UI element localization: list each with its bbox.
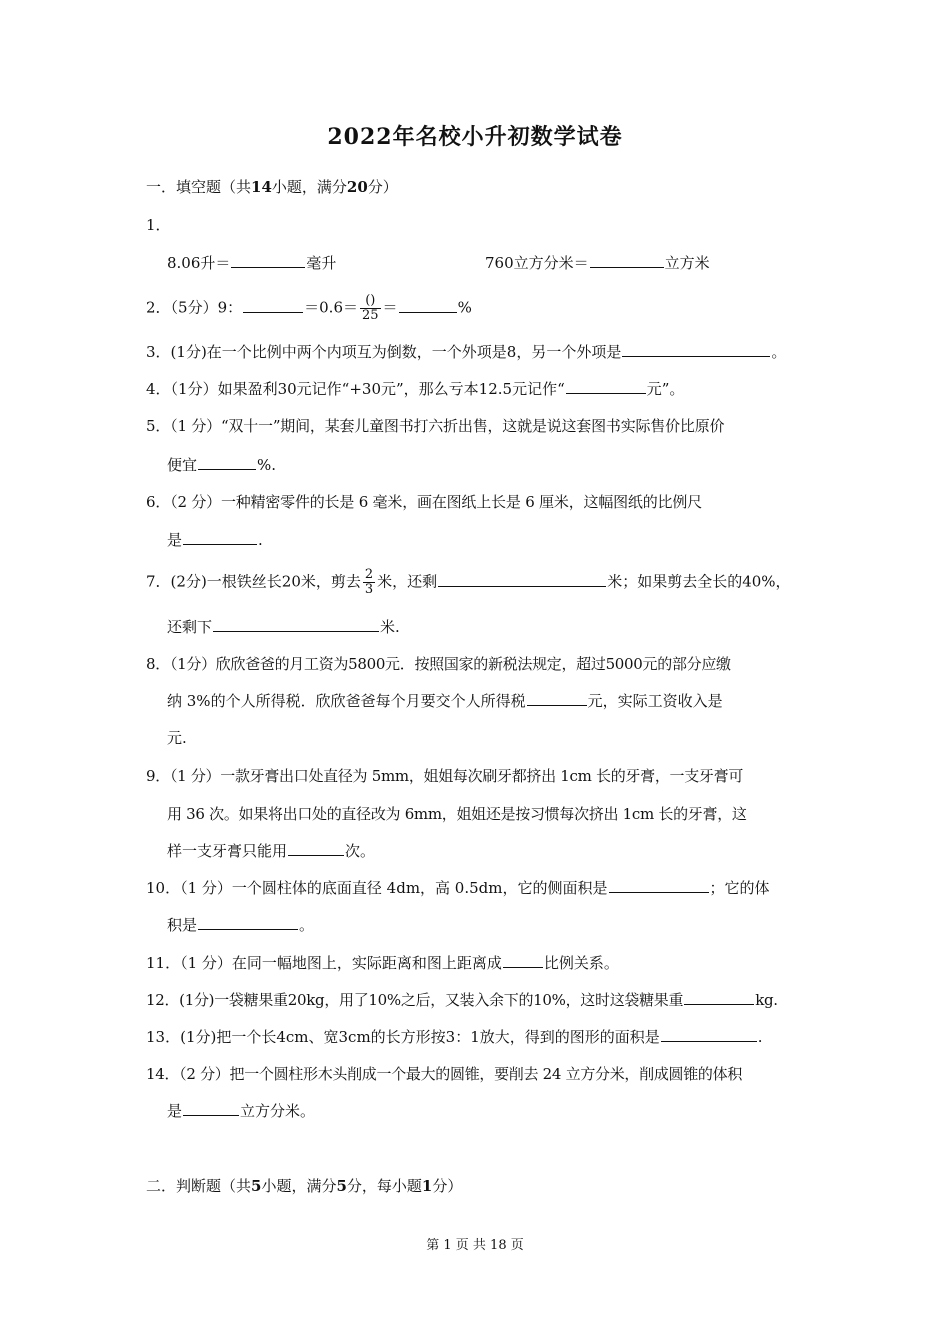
answer-blank[interactable] <box>288 841 344 856</box>
question-6-line-2: 是 . <box>167 531 263 549</box>
section-1-header: 一．填空题（共14小题，满分20分） <box>146 178 398 196</box>
question-1-number: 1． <box>146 216 171 234</box>
answer-blank[interactable] <box>590 253 664 268</box>
answer-blank[interactable] <box>527 691 587 706</box>
question-3: 3．(1分)在一个比例中两个内项互为倒数，一个外项是8，另一个外项是 。 <box>146 343 787 361</box>
answer-blank[interactable] <box>622 342 770 357</box>
question-9-line-2: 用 36 次。如果将出口处的直径改为 6mm，姐姐还是按习惯每次挤出 1cm 长的牙膏，这 <box>167 805 747 823</box>
page-title: 2022年名校小升初数学试卷 <box>327 124 623 150</box>
section-2-header: 二．判断题（共5小题，满分5分，每小题1分） <box>146 1177 463 1195</box>
answer-blank[interactable] <box>213 617 379 632</box>
answer-blank[interactable] <box>503 953 543 968</box>
question-10-line-2: 积是 。 <box>167 916 315 934</box>
question-5-line-1: 5．（1 分）“双十一”期间，某套儿童图书打六折出售，这就是说这套图书实际售价比原价 <box>146 417 725 435</box>
answer-blank[interactable] <box>243 298 303 313</box>
answer-blank[interactable] <box>661 1027 757 1042</box>
question-1a: 8.06升＝ 毫升 <box>167 254 337 272</box>
question-10-line-1: 10．（1 分）一个圆柱体的底面直径 4dm，高 0.5dm，它的侧面积是 ；它的体 <box>146 879 770 897</box>
question-14-line-1: 14．（2 分）把一个圆柱形木头削成一个最大的圆锥，要削去 24 立方分米，削成圆锥的体积 <box>146 1065 743 1083</box>
page-footer: 第 1 页 共 18 页 <box>426 1238 524 1253</box>
question-12: 12．(1分)一袋糖果重20kg，用了10%之后，又装入余下的10%，这时这袋糖果重 kg. <box>146 991 778 1009</box>
question-14-line-2: 是 立方分米。 <box>167 1102 316 1120</box>
question-4: 4．（1分）如果盈利30元记作“+30元”，那么亏本12.5元记作“ 元”。 <box>146 380 685 398</box>
answer-blank[interactable] <box>566 379 646 394</box>
question-8-line-3: 元. <box>167 729 187 747</box>
answer-blank[interactable] <box>438 572 606 587</box>
answer-blank[interactable] <box>231 253 305 268</box>
answer-blank[interactable] <box>198 455 256 470</box>
answer-blank[interactable] <box>183 1101 239 1116</box>
question-13: 13．(1分)把一个长4cm、宽3cm的长方形按3：1放大，得到的图形的面积是 . <box>146 1028 763 1046</box>
question-1b: 760立方分米＝ 立方米 <box>485 254 710 272</box>
question-11: 11．（1 分）在同一幅地图上，实际距离和图上距离成 比例关系。 <box>146 954 619 972</box>
question-9-line-3: 样一支牙膏只能用 次。 <box>167 842 376 860</box>
fraction: $\frac{2}{3}$ <box>364 567 374 597</box>
answer-blank[interactable] <box>399 298 457 313</box>
answer-blank[interactable] <box>609 878 709 893</box>
question-2: 2．（5分）9： ＝0.6＝ $\frac{()}{25}$ ＝ % <box>146 293 472 323</box>
answer-blank[interactable] <box>198 915 298 930</box>
fraction: $\frac{()}{25}$ <box>362 293 379 323</box>
question-6-line-1: 6．（2 分）一种精密零件的长是 6 毫米，画在图纸上长是 6 厘米，这幅图纸的比例尺 <box>146 493 702 511</box>
question-7-line-1: 7．(2分)一根铁丝长20米，剪去 $\frac{2}{3}$ 米，还剩 米；如果剪去全长的40%， <box>146 567 791 597</box>
answer-blank[interactable] <box>684 990 754 1005</box>
question-5-line-2: 便宜 %. <box>167 456 277 474</box>
question-9-line-1: 9．（1 分）一款牙膏出口处直径为 5mm，姐姐每次刷牙都挤出 1cm 长的牙膏，一支牙膏可 <box>146 767 744 785</box>
question-7-line-2: 还剩下 米. <box>167 618 400 636</box>
question-8-line-2: 纳 3%的个人所得税．欣欣爸爸每个月要交个人所得税 元，实际工资收入是 <box>167 692 723 710</box>
question-8-line-1: 8．（1分）欣欣爸爸的月工资为5800元．按照国家的新税法规定，超过5000元的部分应缴 <box>146 655 731 673</box>
answer-blank[interactable] <box>183 530 257 545</box>
